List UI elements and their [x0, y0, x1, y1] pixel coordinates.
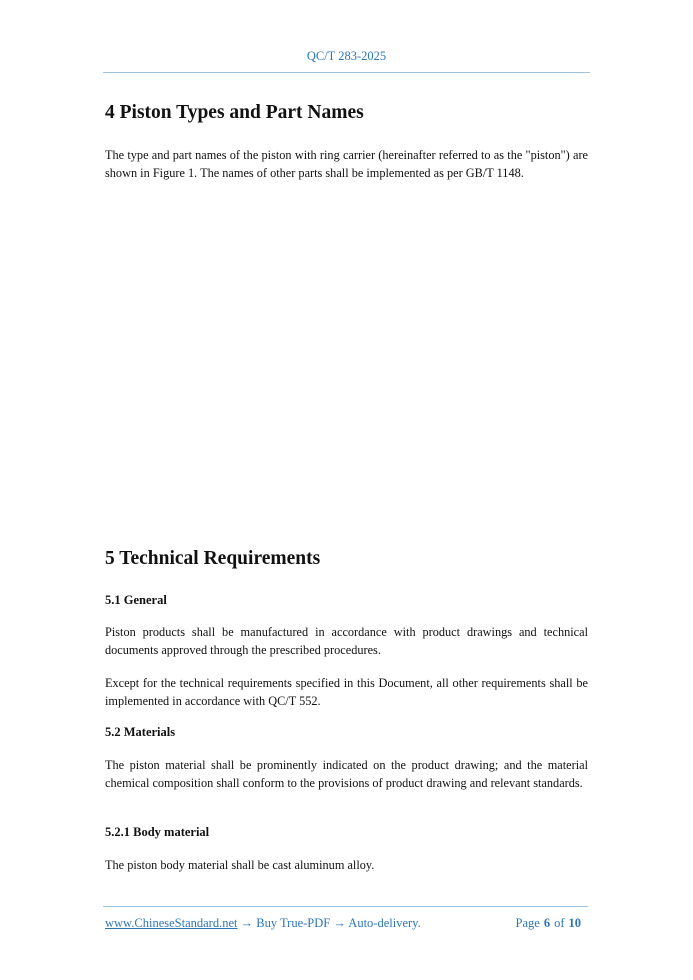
page-number — [516, 916, 585, 931]
page-label: Page — [515, 916, 540, 930]
section-5-2-heading: 5.2 Materials — [105, 725, 176, 739]
paragraph: Except for the technical requirements specified in this Document, all other requirements shall be implemented in accordance with QC/T 552. — [105, 676, 588, 708]
section-5-heading: 5 Technical Requirements — [105, 548, 321, 569]
paragraph: The piston body material shall be cast aluminum alloy. — [105, 858, 375, 872]
current-page: 6 — [543, 916, 551, 930]
footer-divider — [103, 906, 588, 907]
header-divider — [103, 72, 590, 73]
total-pages: 10 — [568, 916, 581, 930]
section-4-heading: 4 Piston Types and Part Names — [105, 102, 364, 123]
footer-promo — [105, 916, 421, 931]
paragraph: The piston material shall be prominently indicated on the product drawing; and the material chemical composition shall conform to the provisions of product drawing and relevant standards. — [105, 758, 588, 790]
chinesestandard-link[interactable]: www.ChineseStandard.net — [105, 916, 238, 930]
footer-text: → Buy True-PDF → Auto-delivery. — [237, 916, 421, 930]
section-4-paragraph: The type and part names of the piston with ring carrier (hereinafter referred to as the "piston") are shown in Figure 1. The names of other parts shall be implemented as per GB/T 1148. — [105, 148, 588, 180]
paragraph: Piston products shall be manufactured in accordance with product drawings and technical documents approved through the prescribed procedures. — [105, 625, 588, 657]
section-5-2-1-heading: 5.2.1 Body material — [105, 825, 210, 839]
page-header: QC/T 283-2025 — [306, 49, 387, 63]
figure-1-area — [105, 200, 588, 530]
section-5-1-heading: 5.1 General — [105, 593, 167, 607]
of-label: of — [554, 916, 565, 930]
